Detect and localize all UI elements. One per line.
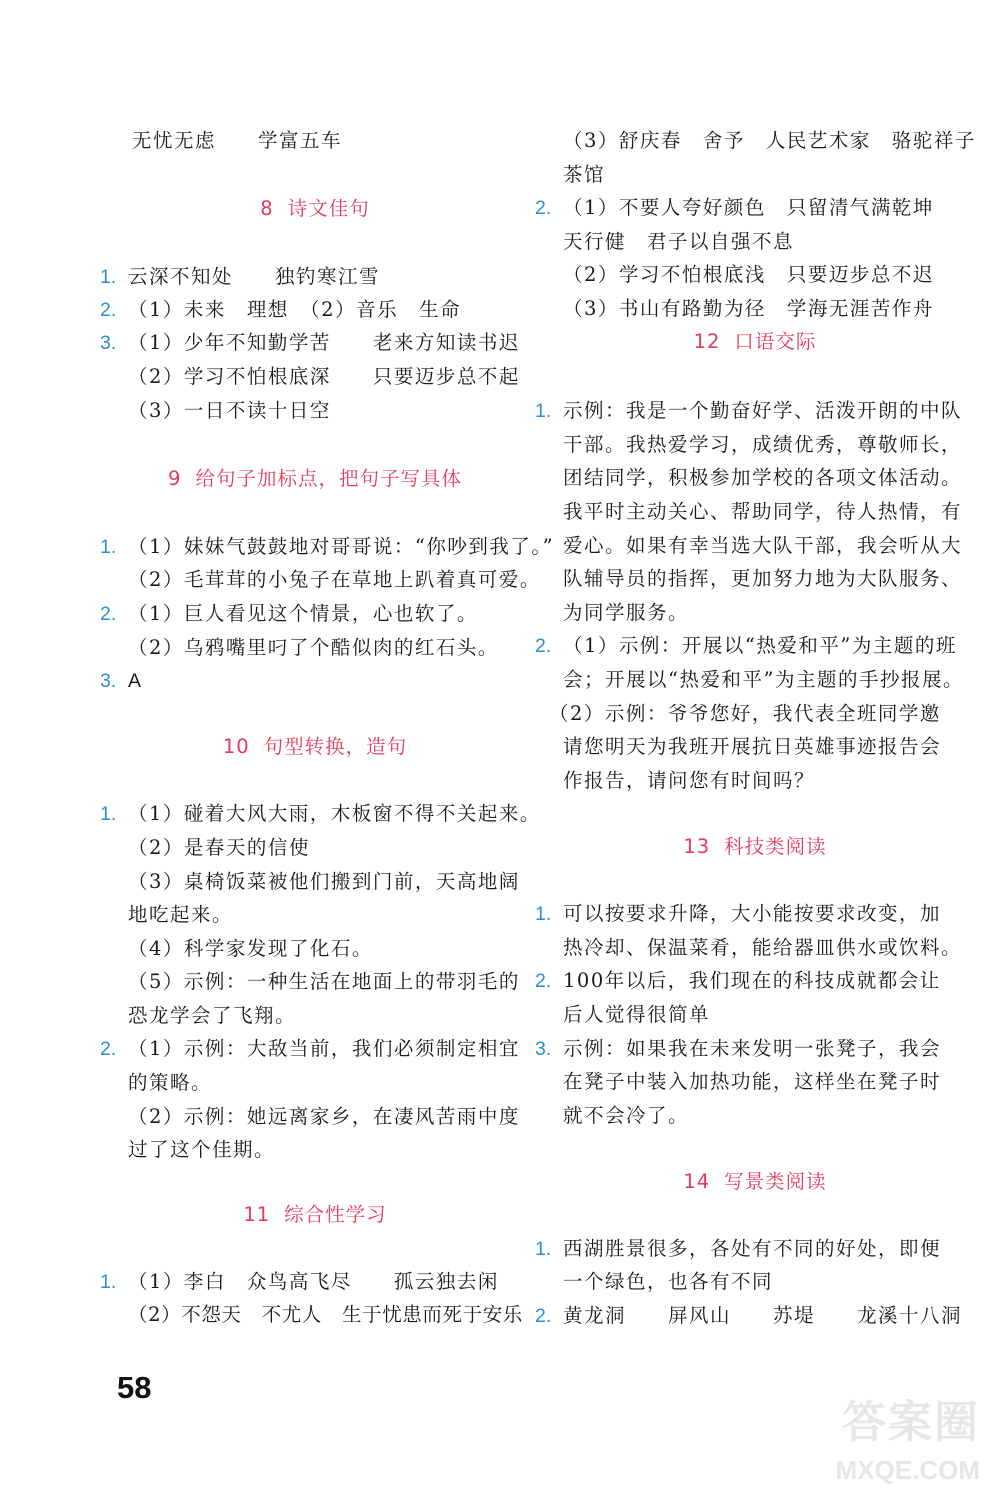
answer-line: 干部。我热爱学习，成绩优秀，尊敬师长， xyxy=(563,433,963,456)
answer-line: 3. 示例：如果我在未来发明一张凳子，我会 xyxy=(535,1037,942,1060)
answer-line: 爱心。如果有幸当选大队干部，我会听从大 xyxy=(563,534,963,557)
section-title: 句型转换，造句 xyxy=(263,735,408,758)
answer-line: （4）科学家发现了化石。 xyxy=(128,937,373,960)
section-number: 10 xyxy=(222,735,250,758)
answer-line: （2）示例：爷爷您好，我代表全班同学邀 xyxy=(549,702,941,725)
section-number: 8 xyxy=(260,197,274,220)
answer-line: 2. 100年以后，我们现在的科技成就都会让 xyxy=(535,969,941,992)
answer-line: 团结同学，积极参加学校的各项文体活动。 xyxy=(563,466,963,489)
section-number: 11 xyxy=(243,1203,271,1226)
section-heading-12 xyxy=(535,325,975,359)
answer-line: 2. （1）巨人看见这个情景，心也软了。 xyxy=(100,602,478,625)
answer-line: 在凳子中装入加热功能，这样坐在凳子时 xyxy=(563,1070,942,1093)
answer-line: 2. 黄龙洞 屏风山 苏堤 龙溪十八洞 xyxy=(535,1304,963,1327)
section-title: 综合性学习 xyxy=(284,1203,387,1226)
answer-line: 1. 可以按要求升降，大小能按要求改变，加 xyxy=(535,902,942,925)
answer-line: 为同学服务。 xyxy=(563,601,690,624)
answer-line: 茶馆 xyxy=(563,163,606,186)
answer-line: （2）乌鸦嘴里叼了个酷似肉的红石头。 xyxy=(128,636,499,659)
answer-line: 一个绿色，也各有不同 xyxy=(563,1270,774,1293)
answer-line: 1. （1）妹妹气鼓鼓地对哥哥说：“你吵到我了。” xyxy=(100,535,555,558)
answer-line: 作报告，请问您有时间吗？ xyxy=(563,769,816,792)
answer-line: 我平时主动关心、帮助同学，待人热情，有 xyxy=(563,500,963,523)
section-number: 9 xyxy=(168,467,182,490)
section-heading-13 xyxy=(535,830,975,864)
answer-line: 1. （1）李白 众鸟高飞尽 孤云独去闲 xyxy=(100,1270,499,1293)
section-title: 口语交际 xyxy=(734,330,817,353)
answer-line: 恐龙学会了飞翔。 xyxy=(128,1004,297,1027)
section-title: 给句子加标点，把句子写具体 xyxy=(195,467,462,490)
answer-line: 1. 西湖胜景很多，各处有不同的好处，即便 xyxy=(535,1237,942,1260)
answer-line: 队辅导员的指挥，更加努力地为大队服务、 xyxy=(563,567,963,590)
answer-line: （2）是春天的信使 xyxy=(128,836,310,859)
answer-line: 后人觉得很简单 xyxy=(563,1003,711,1026)
watermark-text: 答案圈 xyxy=(842,1397,980,1448)
answer-line: 2. （1）示例：开展以“热爱和平”为主题的班 xyxy=(535,634,957,657)
answer-line: （2）学习不怕根底深 只要迈步总不起 xyxy=(128,365,520,388)
answer-line: （5）示例：一种生活在地面上的带羽毛的 xyxy=(128,970,520,993)
answer-line: 的策略。 xyxy=(128,1071,213,1094)
answer-line: （2）示例：她远离家乡，在凄风苦雨中度 xyxy=(128,1105,520,1128)
answer-line: 3. A xyxy=(100,670,143,692)
section-heading-10 xyxy=(100,730,530,764)
watermark-logo xyxy=(795,1386,980,1486)
answer-line: （3）书山有路勤为径 学海无涯苦作舟 xyxy=(563,297,934,320)
section-title: 科技类阅读 xyxy=(724,835,827,858)
answer-line: （2）不怨天 不尤人 生于忧患而死于安乐 xyxy=(128,1303,523,1326)
section-heading-8 xyxy=(100,192,530,226)
answer-line: 就不会冷了。 xyxy=(563,1104,690,1127)
answer-line: 2. （1）示例：大敌当前，我们必须制定相宜 xyxy=(100,1037,520,1060)
watermark-url: MXQE.COM xyxy=(835,1455,980,1485)
answer-line: 1. （1）碰着大风大雨，木板窗不得不关起来。 xyxy=(100,802,541,825)
answer-line: 2. （1）未来 理想 （2）音乐 生命 xyxy=(100,298,462,321)
section-heading-9 xyxy=(100,462,530,496)
section-title: 诗文佳句 xyxy=(287,197,370,220)
answer-line: 1. 云深不知处 独钓寒江雪 xyxy=(100,265,381,288)
answer-line: 无忧无虑 学富五车 xyxy=(132,129,343,152)
answer-line: 2. （1）不要人夸好颜色 只留清气满乾坤 xyxy=(535,196,934,219)
answer-line: 地吃起来。 xyxy=(128,903,234,926)
answer-line: 会；开展以“热爱和平”为主题的手抄报展。 xyxy=(563,668,964,691)
answer-line: （2）毛茸茸的小兔子在草地上趴着真可爱。 xyxy=(128,568,541,591)
section-heading-14 xyxy=(535,1165,975,1199)
answer-line: （3）舒庆春 舍予 人民艺术家 骆驼祥子 xyxy=(563,129,976,152)
answer-line: （2）学习不怕根底浅 只要迈步总不迟 xyxy=(563,263,934,286)
section-number: 13 xyxy=(683,835,711,858)
answer-line: 请您明天为我班开展抗日英雄事迹报告会 xyxy=(563,735,942,758)
section-heading-11 xyxy=(100,1198,530,1232)
answer-line: （3）一日不读十日空 xyxy=(128,399,331,422)
answer-line: 热冷却、保温菜肴，能给器皿供水或饮料。 xyxy=(563,936,963,959)
answer-line: （3）桌椅饭菜被他们搬到门前，天高地阔 xyxy=(128,870,520,893)
answer-line: 3. （1）少年不知勤学苦 老来方知读书迟 xyxy=(100,331,520,354)
section-number: 14 xyxy=(683,1170,711,1193)
section-number: 12 xyxy=(693,330,721,353)
section-title: 写景类阅读 xyxy=(724,1170,827,1193)
answer-line: 过了这个佳期。 xyxy=(128,1138,276,1161)
answer-line: 1. 示例：我是一个勤奋好学、活泼开朗的中队 xyxy=(535,399,963,422)
answer-line: 天行健 君子以自强不息 xyxy=(563,230,795,253)
page-number: 58 xyxy=(117,1370,152,1405)
